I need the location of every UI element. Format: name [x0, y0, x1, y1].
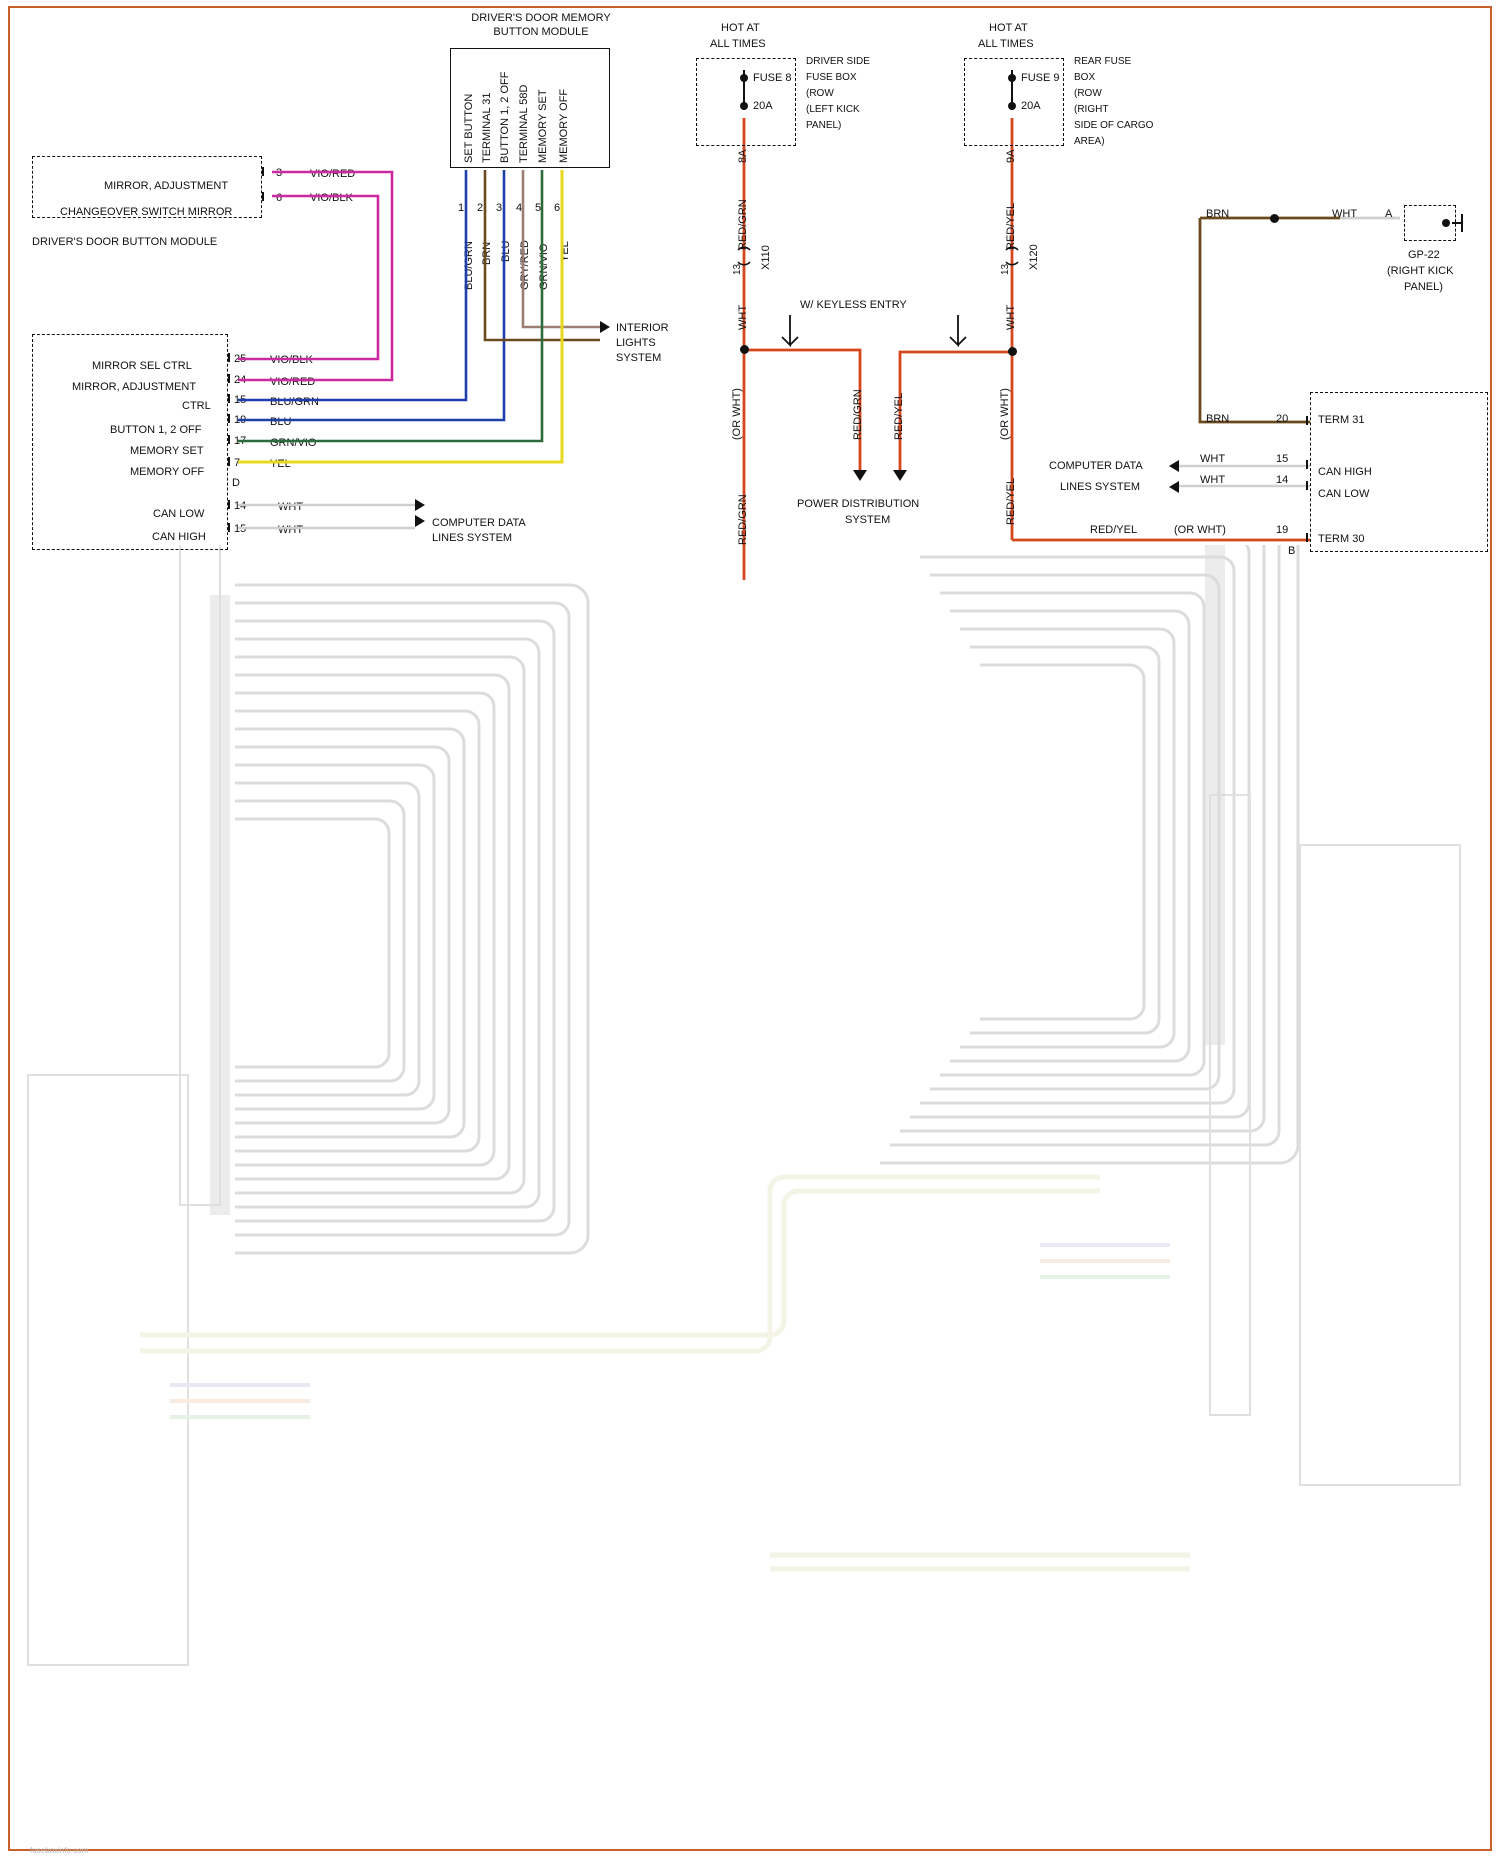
memory-terminal-3-label: BUTTON 1, 2 OFF — [499, 71, 511, 163]
ground-box — [1404, 205, 1456, 241]
lower-row6-pin: 7 — [234, 457, 241, 469]
right-row4-name: TERM 30 — [1318, 533, 1365, 545]
lower-tick-8 — [228, 523, 230, 532]
computer-data-left-arrow-1 — [415, 499, 425, 511]
lower-module-letter: D — [232, 477, 240, 489]
ground-location-line1: (RIGHT KICK — [1387, 265, 1454, 277]
lower-row8-pin: 15 — [234, 523, 247, 535]
lower-row7-color: WHT — [278, 501, 304, 513]
right-row1-pin: 20 — [1276, 413, 1289, 425]
door-module-tick-1 — [262, 167, 264, 176]
memory-pin-3: 3 — [496, 202, 503, 214]
drivers-door-button-module-title: DRIVER'S DOOR BUTTON MODULE — [32, 236, 218, 248]
lower-row5-color: GRN/VIO — [270, 437, 317, 449]
left-fusebox-line2: FUSE BOX — [806, 72, 857, 83]
computer-data-left-arrow-2 — [415, 515, 425, 527]
left-gauge-top: 8A — [737, 149, 749, 163]
memory-terminal-1-label: SET BUTTON — [463, 93, 475, 163]
lower-row1-color: VIO/BLK — [270, 354, 313, 366]
left-gauge-small: 13 — [732, 263, 743, 275]
right-row4-alt: (OR WHT) — [1174, 524, 1226, 536]
power-dist-arrow-left — [853, 470, 867, 481]
left-fusebox-line5: PANEL) — [806, 120, 842, 131]
lower-row6-label: MEMORY OFF — [130, 466, 205, 478]
right-can-arrow-2 — [1169, 481, 1179, 493]
lower-row8-color: WHT — [278, 524, 304, 536]
memory-wire-color-6: YEL — [559, 241, 571, 262]
computer-data-left-line2: LINES SYSTEM — [432, 532, 513, 544]
power-dist-line2: SYSTEM — [845, 514, 891, 526]
right-row3-name: CAN LOW — [1318, 488, 1370, 500]
right-row4-color: RED/YEL — [1090, 524, 1138, 536]
right-fusebox-line1: REAR FUSE — [1074, 56, 1132, 67]
lower-row1-pin: 25 — [234, 353, 247, 365]
lower-row2-pin: 24 — [234, 374, 247, 386]
memory-pin-5: 5 — [535, 202, 542, 214]
right-gauge-small: 13 — [1000, 263, 1011, 275]
right-row3-pin: 14 — [1276, 474, 1289, 486]
right-gauge-top: 9A — [1005, 149, 1017, 163]
right-fusebox-line5: SIDE OF CARGO — [1074, 120, 1154, 131]
lower-row3-color: BLU/GRN — [270, 396, 319, 408]
right-can-arrow-1 — [1169, 460, 1179, 472]
right-row1-name: TERM 31 — [1318, 414, 1365, 426]
right-row2-name: CAN HIGH — [1318, 466, 1372, 478]
left-wire-color-alt: (OR WHT) — [731, 388, 743, 440]
left-fuse-amps: 20A — [753, 100, 773, 112]
lower-row1-label: MIRROR SEL CTRL — [92, 360, 192, 372]
right-hot-line1: HOT AT — [989, 22, 1028, 34]
left-connector-x110: X110 — [760, 245, 772, 270]
ground-splice-dot — [1270, 214, 1279, 223]
lower-row7-label: CAN LOW — [153, 508, 205, 520]
lower-row2-color: VIO/RED — [270, 376, 316, 388]
door-module-row2-color: VIO/BLK — [310, 192, 353, 204]
right-module-group2: LINES SYSTEM — [1060, 481, 1141, 493]
door-module-row1-color: VIO/RED — [310, 168, 356, 180]
door-module-tick-2 — [262, 192, 264, 201]
left-fusebox-line1: DRIVER SIDE — [806, 56, 870, 67]
branch-left-color: RED/GRN — [852, 389, 864, 440]
memory-wire-color-4: GRY/RED — [519, 240, 531, 290]
power-dist-line1: POWER DISTRIBUTION — [797, 498, 920, 510]
memory-wire-color-2: BRN — [481, 241, 493, 265]
branch-right-color: RED/YEL — [893, 392, 905, 440]
memory-module-title-line2: BUTTON MODULE — [493, 26, 589, 38]
right-splice-dot — [1008, 347, 1017, 356]
door-module-row1-pin: 3 — [276, 167, 283, 179]
right-row3-color: WHT — [1200, 474, 1226, 486]
lower-row2-label: MIRROR, ADJUSTMENT — [72, 381, 197, 393]
lower-row3-pin: 15 — [234, 394, 247, 406]
interior-lights-arrow — [600, 321, 610, 333]
door-module-row2-label: CHANGEOVER SWITCH MIRROR — [60, 206, 233, 218]
watermark: fuseboxinfo.com — [30, 1846, 89, 1855]
memory-terminal-4-label: TERMINAL 58D — [518, 84, 530, 163]
right-hot-line2: ALL TIMES — [978, 38, 1034, 50]
right-tick-1 — [1306, 416, 1308, 425]
right-module-letter: B — [1288, 545, 1296, 557]
interior-lights-line1: INTERIOR — [616, 322, 669, 334]
left-fuse-label: FUSE 8 — [753, 72, 792, 84]
left-wht-label: WHT — [737, 304, 749, 330]
ground-name: GP-22 — [1408, 249, 1440, 261]
right-tick-2 — [1306, 460, 1308, 469]
memory-wire-color-5: GRN/VIO — [538, 243, 550, 290]
lower-row7-pin: 14 — [234, 500, 247, 512]
right-tick-3 — [1306, 481, 1308, 490]
ground-wht-label: WHT — [1332, 208, 1358, 220]
lower-tick-2 — [228, 374, 230, 383]
memory-terminal-6-label: MEMORY OFF — [558, 88, 570, 163]
keyless-entry-note: W/ KEYLESS ENTRY — [800, 299, 907, 311]
lower-row8-label: CAN HIGH — [152, 531, 206, 543]
lower-row2-label2: CTRL — [182, 400, 211, 412]
right-fusebox-line4: (RIGHT — [1074, 104, 1109, 115]
right-fuse-amps: 20A — [1021, 100, 1041, 112]
right-wire-color-lower: RED/YEL — [1005, 477, 1017, 525]
left-hot-line2: ALL TIMES — [710, 38, 766, 50]
lower-row4-label: BUTTON 1, 2 OFF — [110, 424, 202, 436]
lower-tick-4 — [228, 414, 230, 423]
door-module-row1-label: MIRROR, ADJUSTMENT — [104, 180, 229, 192]
right-tick-4 — [1306, 533, 1308, 542]
memory-wire-color-3: BLU — [500, 240, 512, 262]
memory-terminal-2-label: TERMINAL 31 — [481, 92, 493, 163]
right-row1-color: BRN — [1206, 413, 1230, 425]
left-fusebox-line3: (ROW — [806, 88, 834, 99]
lower-tick-5 — [228, 435, 230, 444]
power-dist-arrow-right — [893, 470, 907, 481]
left-wire-color-lower: RED/GRN — [737, 494, 749, 545]
lower-row5-pin: 17 — [234, 435, 247, 447]
right-fusebox-line2: BOX — [1074, 72, 1096, 83]
ground-location-line2: PANEL) — [1404, 281, 1443, 293]
right-module-group1: COMPUTER DATA — [1049, 460, 1143, 472]
memory-pin-1: 1 — [458, 202, 465, 214]
right-row2-pin: 15 — [1276, 453, 1289, 465]
right-wht-label: WHT — [1005, 304, 1017, 330]
ground-pin-a: A — [1385, 208, 1393, 220]
lower-tick-1 — [228, 353, 230, 362]
interior-lights-line3: SYSTEM — [616, 352, 662, 364]
memory-wire-color-1: BLU/GRN — [463, 241, 475, 290]
left-fusebox-line4: (LEFT KICK — [806, 104, 860, 115]
memory-pin-2: 2 — [477, 202, 484, 214]
background-faded-schematic — [10, 545, 1490, 1845]
left-splice-dot — [740, 345, 749, 354]
computer-data-left-line1: COMPUTER DATA — [432, 517, 526, 529]
lower-tick-3 — [228, 394, 230, 403]
interior-lights-line2: LIGHTS — [616, 337, 656, 349]
right-fusebox-line3: (ROW — [1074, 88, 1102, 99]
lower-tick-6 — [228, 457, 230, 466]
left-hot-line1: HOT AT — [721, 22, 760, 34]
left-wire-color: RED/GRN — [737, 199, 749, 250]
memory-module-title-line1: DRIVER'S DOOR MEMORY — [471, 12, 611, 24]
memory-terminal-5-label: MEMORY SET — [537, 89, 549, 163]
lower-tick-7 — [228, 500, 230, 509]
lower-row4-pin: 19 — [234, 414, 247, 426]
lower-row4-color: BLU — [270, 416, 292, 428]
memory-pin-4: 4 — [516, 202, 523, 214]
lower-row5-label: MEMORY SET — [130, 445, 204, 457]
right-wire-color-alt: (OR WHT) — [999, 388, 1011, 440]
right-connector-x120: X120 — [1028, 244, 1040, 270]
right-fuse-label: FUSE 9 — [1021, 72, 1060, 84]
right-wire-color: RED/YEL — [1005, 202, 1017, 250]
right-row4-pin: 19 — [1276, 524, 1289, 536]
ground-brn-label: BRN — [1206, 208, 1230, 220]
memory-pin-6: 6 — [554, 202, 561, 214]
lower-row6-color: YEL — [270, 458, 291, 470]
right-row2-color: WHT — [1200, 453, 1226, 465]
door-module-row2-pin: 6 — [276, 192, 283, 204]
right-fusebox-line6: AREA) — [1074, 136, 1105, 147]
